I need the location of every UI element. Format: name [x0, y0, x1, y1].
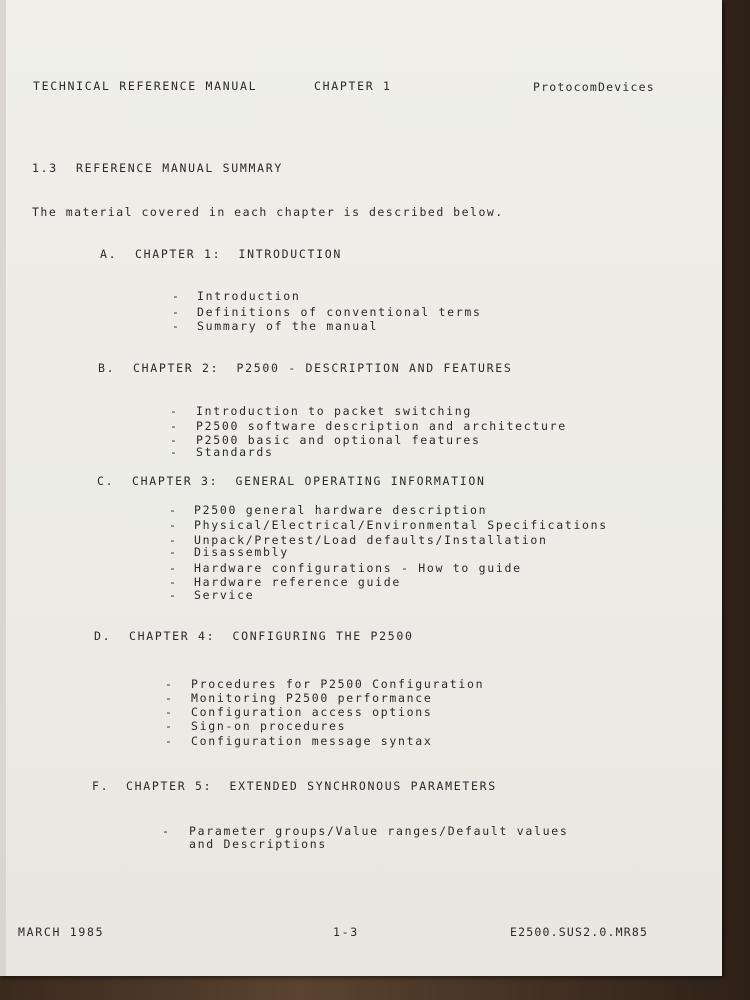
bullet-dash: -	[165, 677, 174, 691]
footer-date: MARCH 1985	[18, 925, 105, 939]
list-item: Hardware reference guide	[194, 575, 401, 589]
header-manual-title: TECHNICAL REFERENCE MANUAL	[33, 79, 258, 93]
bullet-dash: -	[169, 561, 178, 575]
chapter-letter: B.	[98, 361, 116, 375]
bullet-dash: -	[170, 433, 179, 447]
list-item: P2500 basic and optional features	[196, 433, 481, 447]
chapter-title: CHAPTER 3: GENERAL OPERATING INFORMATION	[132, 474, 486, 488]
bullet-dash: -	[165, 691, 174, 705]
list-item: Introduction	[197, 289, 301, 303]
bullet-dash: -	[165, 705, 174, 719]
list-item: P2500 software description and architecture	[196, 419, 567, 433]
footer-document-code: E2500.SUS2.0.MR85	[510, 925, 649, 939]
list-item: Physical/Electrical/Environmental Specifications	[194, 518, 608, 532]
list-item: Configuration message syntax	[191, 734, 433, 748]
page-edge	[0, 0, 6, 976]
bullet-dash: -	[172, 319, 181, 333]
list-item: Parameter groups/Value ranges/Default values	[189, 824, 569, 838]
list-item: Summary of the manual	[197, 319, 379, 333]
list-item: Hardware configurations - How to guide	[194, 561, 522, 575]
list-item: Sign-on procedures	[191, 719, 347, 733]
list-item: Disassembly	[194, 545, 289, 559]
bullet-dash: -	[169, 545, 178, 559]
chapter-title: CHAPTER 2: P2500 - DESCRIPTION AND FEATURES	[133, 361, 513, 375]
chapter-title: CHAPTER 4: CONFIGURING THE P2500	[129, 629, 414, 643]
bullet-dash: -	[170, 445, 179, 459]
list-item: Introduction to packet switching	[196, 404, 472, 418]
intro-text: The material covered in each chapter is described below.	[32, 205, 504, 219]
header-company: ProtocomDevices	[533, 80, 655, 94]
section-title: REFERENCE MANUAL SUMMARY	[76, 161, 283, 175]
bullet-dash: -	[169, 533, 178, 547]
list-item: P2500 general hardware description	[194, 503, 488, 517]
section-number: 1.3	[32, 161, 58, 175]
bullet-dash: -	[170, 419, 179, 433]
bullet-dash: -	[169, 518, 178, 532]
list-item: Unpack/Pretest/Load defaults/Installation	[194, 533, 548, 547]
footer-page-number: 1-3	[333, 925, 359, 939]
list-item-continuation: and Descriptions	[189, 837, 327, 851]
bullet-dash: -	[165, 719, 174, 733]
bullet-dash: -	[169, 588, 178, 602]
list-item: Definitions of conventional terms	[197, 305, 482, 319]
list-item: Standards	[196, 445, 274, 459]
bullet-dash: -	[162, 824, 171, 838]
bullet-dash: -	[165, 734, 174, 748]
chapter-letter: D.	[94, 629, 112, 643]
chapter-letter: F.	[92, 779, 110, 793]
chapter-title: CHAPTER 1: INTRODUCTION	[135, 247, 342, 261]
bullet-dash: -	[169, 575, 178, 589]
list-item: Monitoring P2500 performance	[191, 691, 433, 705]
bullet-dash: -	[172, 289, 181, 303]
list-item: Configuration access options	[191, 705, 433, 719]
bullet-dash: -	[169, 503, 178, 517]
bullet-dash: -	[170, 404, 179, 418]
list-item: Service	[194, 588, 255, 602]
bullet-dash: -	[172, 305, 181, 319]
chapter-letter: C.	[97, 474, 115, 488]
list-item: Procedures for P2500 Configuration	[191, 677, 485, 691]
chapter-letter: A.	[100, 247, 118, 261]
header-chapter: CHAPTER 1	[314, 79, 392, 93]
chapter-title: CHAPTER 5: EXTENDED SYNCHRONOUS PARAMETERS	[126, 779, 497, 793]
